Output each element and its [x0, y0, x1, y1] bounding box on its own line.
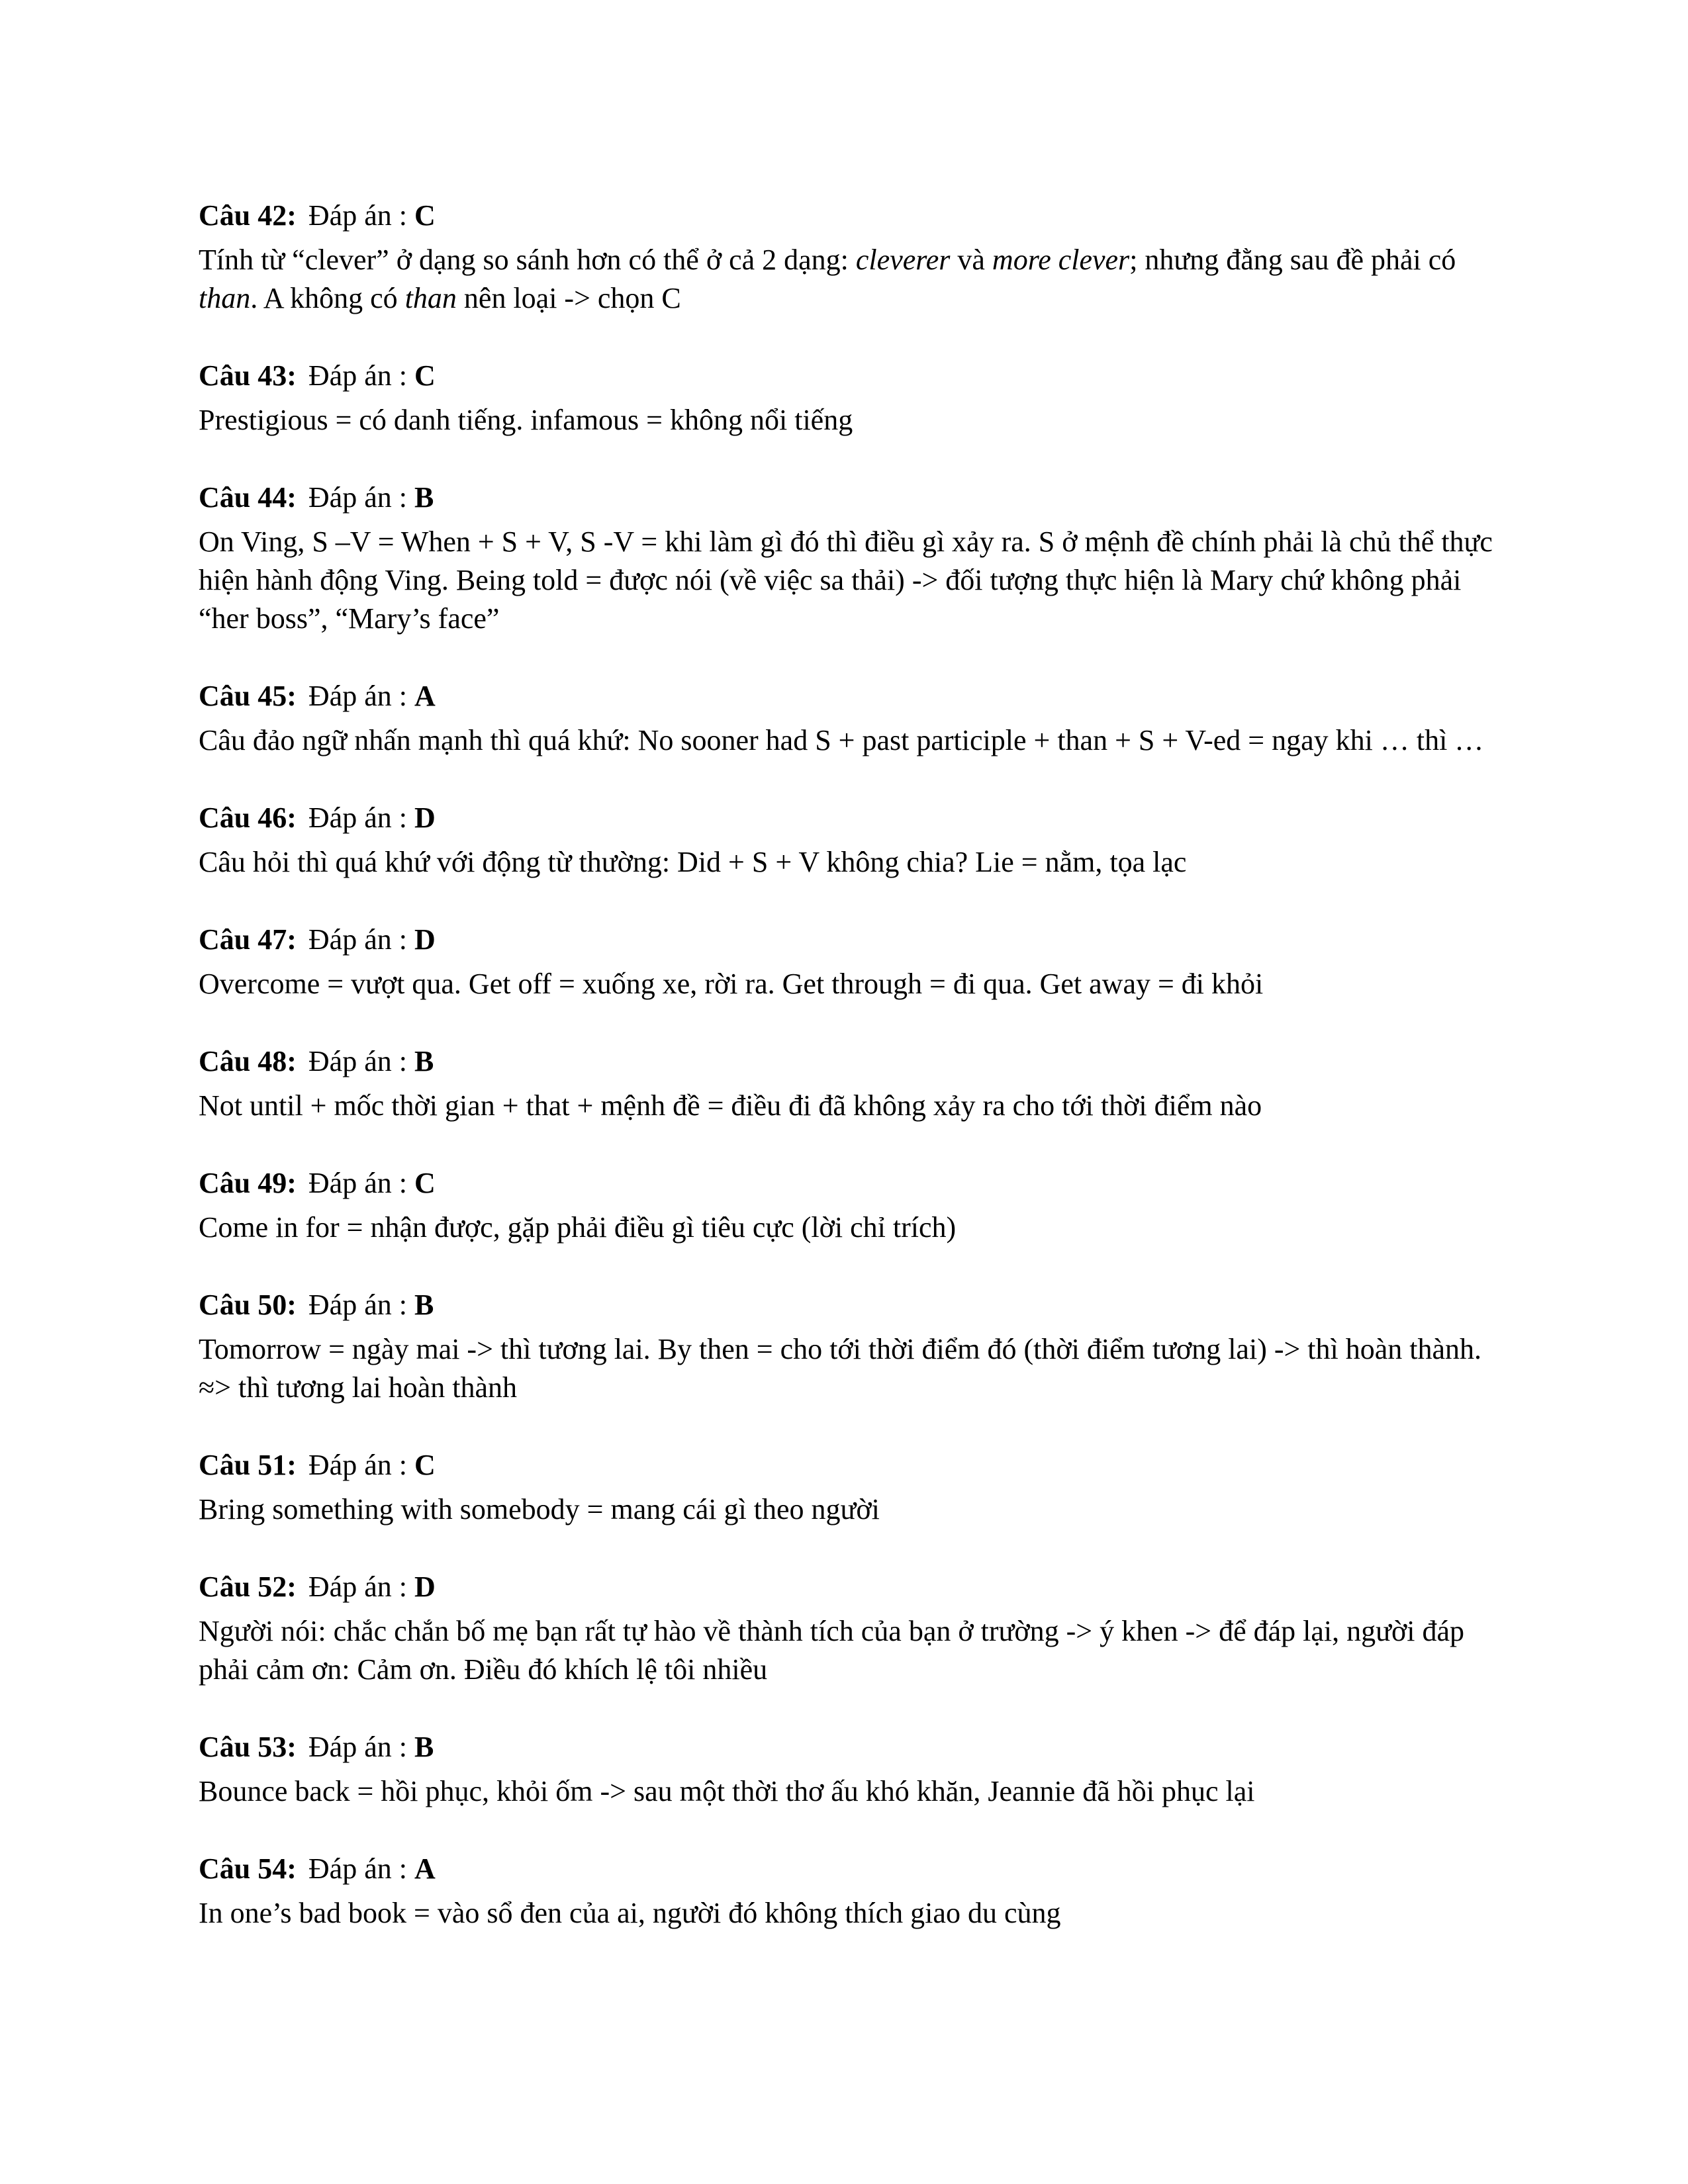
explanation: Tomorrow = ngày mai -> thì tương lai. By then = cho tới thời điểm đó (thời điểm tương lai) -> thì hoàn thành. ≈> thì tương lai hoàn thành	[199, 1333, 1482, 1404]
answer-letter: D	[414, 801, 436, 834]
explanation: Prestigious = có danh tiếng. infamous = không nổi tiếng	[199, 404, 853, 436]
answer-label: Đáp án :	[308, 481, 407, 514]
answer-letter: D	[414, 1570, 436, 1603]
question-heading	[199, 1163, 1496, 1203]
answer-label: Đáp án :	[308, 359, 407, 392]
question-number: Câu 53:	[199, 1731, 297, 1763]
question-heading	[199, 1849, 1496, 1889]
answer-label: Đáp án :	[308, 1167, 407, 1199]
question-heading	[199, 196, 1496, 236]
answer-label: Đáp án :	[308, 199, 407, 232]
answer-label: Đáp án :	[308, 680, 407, 712]
question-number: Câu 45:	[199, 680, 297, 712]
explanation: On Ving, S –V = When + S + V, S -V = khi làm gì đó thì điều gì xảy ra. S ở mệnh đề chính phải là chủ thể thực hiện hành động Ving. Being told = được nói (về việc sa thải) -> đối tượng thực hiện là Mary chứ không phải “her boss”, “Mary’s face”	[199, 525, 1493, 635]
answer-label: Đáp án :	[308, 923, 407, 956]
answer-label: Đáp án :	[308, 1449, 407, 1481]
explanation: Người nói: chắc chắn bố mẹ bạn rất tự hào về thành tích của bạn ở trường -> ý khen -> để đáp lại, người đáp phải cảm ơn: Cảm ơn. Điều đó khích lệ tôi nhiều	[199, 1615, 1464, 1686]
answer-item-46	[199, 798, 1496, 882]
answer-letter: A	[414, 680, 436, 712]
explanation: Bounce back = hồi phục, khỏi ốm -> sau một thời thơ ấu khó khăn, Jeannie đã hồi phục lại	[199, 1775, 1255, 1807]
answer-letter: C	[414, 199, 436, 232]
question-heading	[199, 1042, 1496, 1081]
answer-item-52	[199, 1567, 1496, 1689]
answer-item-49	[199, 1163, 1496, 1247]
question-number: Câu 44:	[199, 481, 297, 514]
explanation: Bring something with somebody = mang cái gì theo người	[199, 1493, 880, 1525]
answer-item-51	[199, 1445, 1496, 1529]
question-heading	[199, 1285, 1496, 1325]
answer-item-48	[199, 1042, 1496, 1125]
explanation: Câu hỏi thì quá khứ với động từ thường: Did + S + V không chia? Lie = nằm, tọa lạc	[199, 846, 1187, 878]
question-number: Câu 46:	[199, 801, 297, 834]
question-number: Câu 51:	[199, 1449, 297, 1481]
answer-item-47	[199, 920, 1496, 1003]
answer-label: Đáp án :	[308, 1570, 407, 1603]
answer-label: Đáp án :	[308, 1731, 407, 1763]
answer-letter: C	[414, 1167, 436, 1199]
answer-letter: B	[414, 1731, 434, 1763]
explanation: Overcome = vượt qua. Get off = xuống xe, rời ra. Get through = đi qua. Get away = đi khỏi	[199, 968, 1264, 1000]
answer-item-53	[199, 1727, 1496, 1811]
answer-item-43	[199, 356, 1496, 439]
question-heading	[199, 478, 1496, 518]
explanation: Câu đảo ngữ nhấn mạnh thì quá khứ: No sooner had S + past participle + than + S + V-ed = ngay khi … thì …	[199, 724, 1484, 756]
question-number: Câu 48:	[199, 1045, 297, 1077]
question-heading	[199, 920, 1496, 960]
question-number: Câu 54:	[199, 1852, 297, 1885]
question-number: Câu 47:	[199, 923, 297, 956]
answer-letter: A	[414, 1852, 436, 1885]
question-number: Câu 50:	[199, 1289, 297, 1321]
answer-letter: C	[414, 359, 436, 392]
answer-list	[199, 196, 1496, 1971]
explanation: Not until + mốc thời gian + that + mệnh đề = điều đi đã không xảy ra cho tới thời điểm nào	[199, 1089, 1262, 1122]
question-heading	[199, 1445, 1496, 1485]
answer-label: Đáp án :	[308, 801, 407, 834]
answer-item-54	[199, 1849, 1496, 1933]
explanation: Tính từ “clever” ở dạng so sánh hơn có thể ở cả 2 dạng: cleverer và more clever; nhưng đằng sau đề phải có than. A không có than nên loại -> chọn C	[199, 244, 1456, 314]
answer-item-50	[199, 1285, 1496, 1407]
answer-letter: B	[414, 481, 434, 514]
question-heading	[199, 1727, 1496, 1767]
answer-item-45	[199, 676, 1496, 760]
question-heading	[199, 356, 1496, 396]
question-number: Câu 43:	[199, 359, 297, 392]
answer-letter: D	[414, 923, 436, 956]
answer-letter: C	[414, 1449, 436, 1481]
explanation: Come in for = nhận được, gặp phải điều gì tiêu cực (lời chỉ trích)	[199, 1211, 957, 1244]
answer-letter: B	[414, 1045, 434, 1077]
question-number: Câu 49:	[199, 1167, 297, 1199]
answer-label: Đáp án :	[308, 1852, 407, 1885]
question-heading	[199, 798, 1496, 838]
question-heading	[199, 676, 1496, 716]
question-heading	[199, 1567, 1496, 1607]
answer-label: Đáp án :	[308, 1045, 407, 1077]
answer-item-42	[199, 196, 1496, 318]
explanation: In one’s bad book = vào sổ đen của ai, người đó không thích giao du cùng	[199, 1897, 1061, 1929]
answer-label: Đáp án :	[308, 1289, 407, 1321]
answer-item-44	[199, 478, 1496, 638]
answer-letter: B	[414, 1289, 434, 1321]
question-number: Câu 42:	[199, 199, 297, 232]
question-number: Câu 52:	[199, 1570, 297, 1603]
